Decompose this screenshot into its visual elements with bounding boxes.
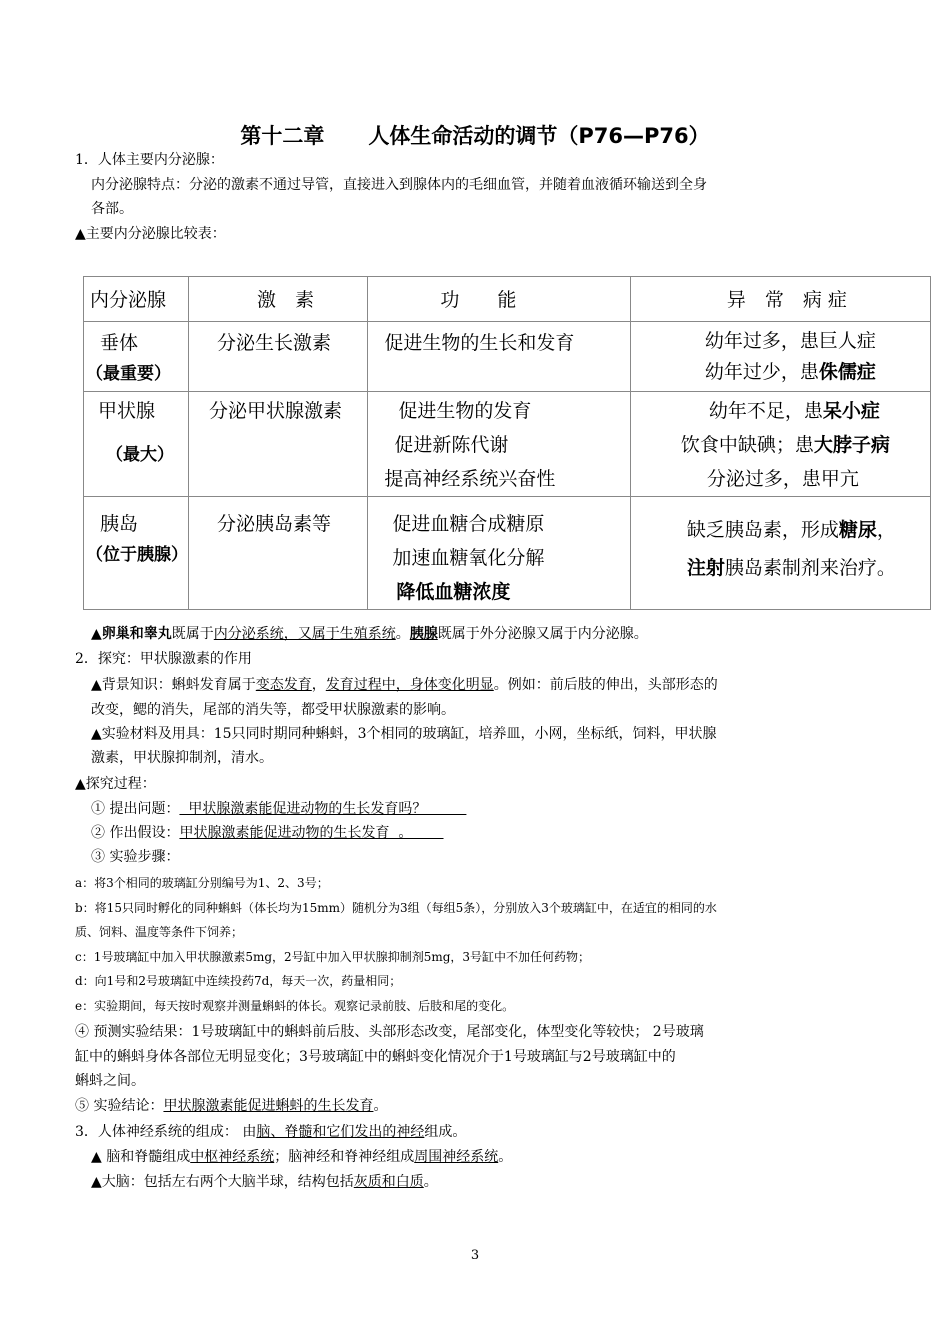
chapter-title bbox=[0, 120, 950, 150]
table-header-row bbox=[84, 277, 931, 322]
hormone-cell: 分泌胰岛素等 bbox=[189, 497, 368, 610]
hormone-cell: 分泌生长激素 bbox=[189, 322, 368, 392]
step-d: d：向1号和2号玻璃缸中连续投药7d，每天一次，药量相同； bbox=[75, 974, 402, 988]
conclusion-line: ⑤ 实验结论：甲状腺激素能促进蝌蚪的生长发育。 bbox=[75, 1098, 388, 1114]
process-heading: ▲探究过程： bbox=[75, 776, 156, 792]
gland-cell: 甲状腺 （最大） bbox=[84, 392, 189, 497]
materials-line1: ▲实验材料及用具：15只同时期同种蝌蚪，3个相同的玻璃缸，培养皿，小网，坐标纸，饲料，甲状腺 bbox=[91, 726, 717, 742]
section-3-heading: 3．人体神经系统的组成： 由脑、脊髓和它们发出的神经组成。 bbox=[75, 1124, 467, 1140]
background-line2: 改变，鳃的消失，尾部的消失等，都受甲状腺激素的影响。 bbox=[91, 702, 455, 718]
hormone-cell: 分泌甲状腺激素 bbox=[189, 392, 368, 497]
table-caption: ▲主要内分泌腺比较表： bbox=[75, 226, 226, 242]
materials-line2: 激素，甲状腺抑制剂，清水。 bbox=[91, 750, 273, 766]
function-cell: 促进血糖合成糖原 加速血糖氧化分解 降低血糖浓度 bbox=[368, 497, 631, 610]
step-c: c：1号玻璃缸中加入甲状腺激素5mg，2号缸中加入甲状腺抑制剂5mg，3号缸中不加任何药物； bbox=[75, 950, 591, 964]
section-2-heading: 2．探究：甲状腺激素的作用 bbox=[75, 651, 252, 667]
section-1-heading: 1．人体主要内分泌腺： bbox=[75, 152, 224, 168]
disorder-cell: 缺乏胰岛素，形成糖尿， 注射胰岛素制剂来治疗。 bbox=[630, 497, 930, 610]
disorder-cell: 幼年过多，患巨人症 幼年过少，患侏儒症 bbox=[630, 322, 930, 392]
gland-comparison-table bbox=[83, 276, 931, 610]
table-header: 功 能 bbox=[368, 277, 631, 322]
step-b-line2: 质、饲料、温度等条件下饲养； bbox=[75, 925, 244, 939]
gonad-note: ▲卵巢和睾丸既属于内分泌系统，又属于生殖系统。胰腺既属于外分泌腺又属于内分泌腺。 bbox=[91, 626, 648, 642]
step-e: e：实验期间，每天按时观察并测量蝌蚪的体长。观察记录前肢、后肢和尾的变化。 bbox=[75, 999, 515, 1013]
table-row bbox=[84, 497, 931, 610]
function-cell: 促进生物的发育 促进新陈代谢 提高神经系统兴奋性 bbox=[368, 392, 631, 497]
background-line1: ▲背景知识：蝌蚪发育属于变态发育，发育过程中，身体变化明显。例如：前后肢的伸出，头部形态的 bbox=[91, 677, 718, 693]
question-line: ① 提出问题： 甲状腺激素能促进动物的生长发育吗？ bbox=[91, 801, 467, 817]
prediction-line3: 蝌蚪之间。 bbox=[75, 1073, 145, 1089]
chapter-name: 人体生命活动的调节（P76—P76） bbox=[368, 124, 710, 148]
step-b-line1: b：将15只同时孵化的同种蝌蚪（体长均为15mm）随机分为3组（每组5条），分别放入3个玻璃缸中，在适宜的相同的水 bbox=[75, 901, 717, 915]
table-header: 异 常 病 症 bbox=[630, 277, 930, 322]
chapter-number: 第十二章 bbox=[240, 124, 325, 148]
prediction-line1: ④ 预测实验结果：1号玻璃缸中的蝌蚪前后肢、头部形态改变，尾部变化，体型变化等较快； 2号玻璃 bbox=[75, 1024, 704, 1040]
steps-label: ③ 实验步骤： bbox=[91, 849, 180, 865]
step-a: a：将3个相同的玻璃缸分别编号为1、2、3号； bbox=[75, 876, 329, 890]
cerebrum-line: ▲大脑：包括左右两个大脑半球，结构包括灰质和白质。 bbox=[91, 1174, 438, 1190]
disorder-cell: 幼年不足，患呆小症 饮食中缺碘；患大脖子病 分泌过多，患甲亢 bbox=[630, 392, 930, 497]
gland-feature-line1: 内分泌腺特点：分泌的激素不通过导管，直接进入到腺体内的毛细血管，并随着血液循环输送到全身 bbox=[91, 177, 707, 193]
gland-feature-line2: 各部。 bbox=[91, 201, 133, 217]
hypothesis-line: ② 作出假设：甲状腺激素能促进动物的生长发育 。 bbox=[91, 825, 444, 841]
table-header: 激 素 bbox=[189, 277, 368, 322]
gland-cell: 垂体 （最重要） bbox=[84, 322, 189, 392]
gland-cell: 胰岛 （位于胰腺） bbox=[84, 497, 189, 610]
page-number: 3 bbox=[470, 1248, 480, 1263]
table-row bbox=[84, 392, 931, 497]
prediction-line2: 缸中的蝌蚪身体各部位无明显变化；3号玻璃缸中的蝌蚪变化情况介于1号玻璃缸与2号玻璃缸中的 bbox=[75, 1049, 676, 1065]
table-header: 内分泌腺 bbox=[84, 277, 189, 322]
nervous-system-line: ▲ 脑和脊髓组成中枢神经系统；脑神经和脊神经组成周围神经系统。 bbox=[91, 1149, 513, 1165]
table-row bbox=[84, 322, 931, 392]
function-cell: 促进生物的生长和发育 bbox=[368, 322, 631, 392]
